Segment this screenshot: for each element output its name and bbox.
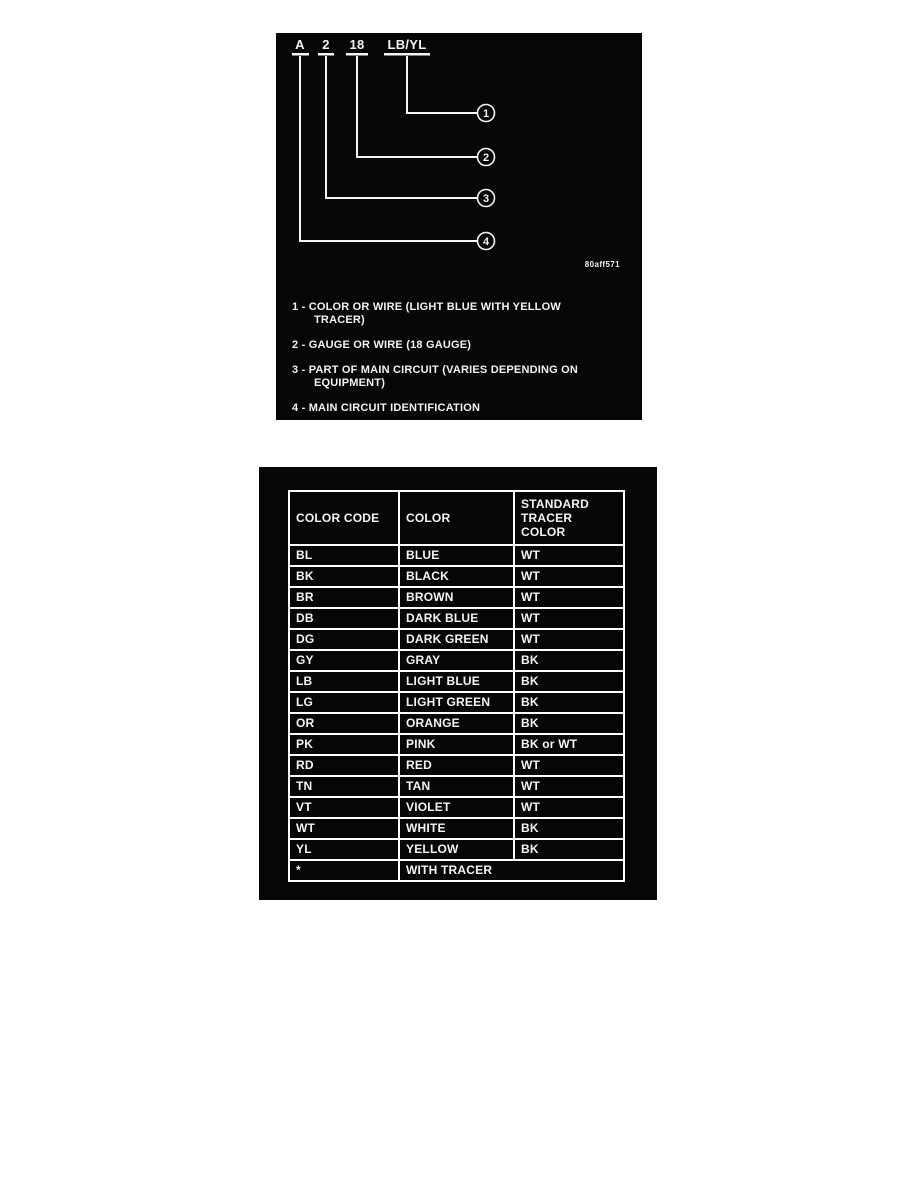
color-code-cell: BK	[514, 650, 624, 671]
color-code-cell: PK	[289, 734, 399, 755]
col-header-standard-tracer-color: STANDARD TRACER COLOR	[514, 491, 624, 545]
color-code-row	[289, 692, 624, 713]
color-code-cell: BK	[514, 713, 624, 734]
color-code-row	[289, 713, 624, 734]
underline-gauge	[346, 53, 368, 56]
wire-code-color-label: LB/YL	[387, 37, 427, 52]
color-code-cell: YELLOW	[399, 839, 514, 860]
color-code-cell: BK	[514, 692, 624, 713]
color-code-row	[289, 545, 624, 566]
color-code-cell: RED	[399, 755, 514, 776]
color-code-cell: BK or WT	[514, 734, 624, 755]
figure-reference: 80aff571	[584, 260, 620, 269]
color-code-cell: BK	[514, 839, 624, 860]
color-code-cell: YL	[289, 839, 399, 860]
color-code-cell: WT	[514, 566, 624, 587]
color-code-row	[289, 776, 624, 797]
color-code-row	[289, 797, 624, 818]
color-code-cell: PINK	[399, 734, 514, 755]
color-code-table	[288, 490, 625, 882]
color-code-row	[289, 860, 624, 881]
legend-item-2: 2 - GAUGE OR WIRE (18 GAUGE)	[292, 339, 472, 351]
color-code-row	[289, 587, 624, 608]
color-code-row	[289, 650, 624, 671]
color-code-cell: WT	[514, 755, 624, 776]
color-code-cell: LIGHT GREEN	[399, 692, 514, 713]
color-code-table-panel	[259, 467, 657, 900]
color-code-cell: WT	[514, 776, 624, 797]
color-code-cell: OR	[289, 713, 399, 734]
color-code-cell: BK	[514, 818, 624, 839]
color-code-row	[289, 818, 624, 839]
table-header	[289, 491, 624, 545]
legend-item-4: 4 - MAIN CIRCUIT IDENTIFICATION	[292, 402, 481, 414]
color-code-cell: VIOLET	[399, 797, 514, 818]
color-code-cell: GY	[289, 650, 399, 671]
underline-circuit-part	[318, 53, 334, 56]
color-code-cell: TN	[289, 776, 399, 797]
legend-item-3: 3 - PART OF MAIN CIRCUIT (VARIES DEPENDING ON EQUIPMENT)	[292, 364, 579, 389]
color-code-cell: WT	[514, 629, 624, 650]
leader-line-1	[407, 56, 477, 113]
color-code-cell: DARK GREEN	[399, 629, 514, 650]
wire-code-diagram	[276, 33, 642, 283]
color-code-cell: BK	[289, 566, 399, 587]
color-code-cell: *	[289, 860, 399, 881]
color-code-cell: GRAY	[399, 650, 514, 671]
color-code-row	[289, 839, 624, 860]
color-code-cell: BR	[289, 587, 399, 608]
color-code-cell: WT	[514, 545, 624, 566]
underline-main-circuit	[292, 53, 309, 56]
color-code-cell: ORANGE	[399, 713, 514, 734]
color-code-cell: WHITE	[399, 818, 514, 839]
callout-number-1: 1	[482, 108, 490, 120]
color-code-cell: DG	[289, 629, 399, 650]
table-body	[289, 545, 624, 881]
color-code-row	[289, 671, 624, 692]
color-code-cell: WT	[514, 797, 624, 818]
color-code-cell: BLACK	[399, 566, 514, 587]
color-code-cell: WT	[289, 818, 399, 839]
col-header-color-code: COLOR CODE	[289, 491, 399, 545]
color-code-row	[289, 755, 624, 776]
color-code-cell: RD	[289, 755, 399, 776]
color-code-cell: DARK BLUE	[399, 608, 514, 629]
col-header-color: COLOR	[399, 491, 514, 545]
color-code-cell: BLUE	[399, 545, 514, 566]
color-code-cell: WT	[514, 587, 624, 608]
callout-number-4: 4	[482, 236, 490, 248]
legend-item-1: 1 - COLOR OR WIRE (LIGHT BLUE WITH YELLOW TRACER)	[292, 301, 561, 326]
color-code-cell: WT	[514, 608, 624, 629]
color-code-row	[289, 608, 624, 629]
underline-color	[384, 53, 430, 56]
header-row	[289, 491, 624, 545]
wire-code-circuit-part-label: 2	[322, 37, 330, 52]
callout-number-2: 2	[482, 152, 490, 164]
wire-code-gauge-label: 18	[349, 37, 365, 52]
color-code-cell: LIGHT BLUE	[399, 671, 514, 692]
color-code-cell: VT	[289, 797, 399, 818]
color-code-row	[289, 734, 624, 755]
color-code-cell: BROWN	[399, 587, 514, 608]
color-code-cell: LB	[289, 671, 399, 692]
color-code-cell: BK	[514, 671, 624, 692]
color-code-cell: WITH TRACER	[399, 860, 624, 881]
leader-line-3	[326, 56, 477, 198]
color-code-cell: LG	[289, 692, 399, 713]
color-code-cell: TAN	[399, 776, 514, 797]
color-code-cell: DB	[289, 608, 399, 629]
callout-number-3: 3	[482, 193, 490, 205]
color-code-cell: BL	[289, 545, 399, 566]
leader-line-2	[357, 56, 477, 157]
wire-code-diagram-panel	[276, 33, 642, 420]
diagram-legend	[292, 301, 614, 415]
color-code-row	[289, 629, 624, 650]
wire-code-main-circuit-label: A	[295, 37, 305, 52]
color-code-row	[289, 566, 624, 587]
